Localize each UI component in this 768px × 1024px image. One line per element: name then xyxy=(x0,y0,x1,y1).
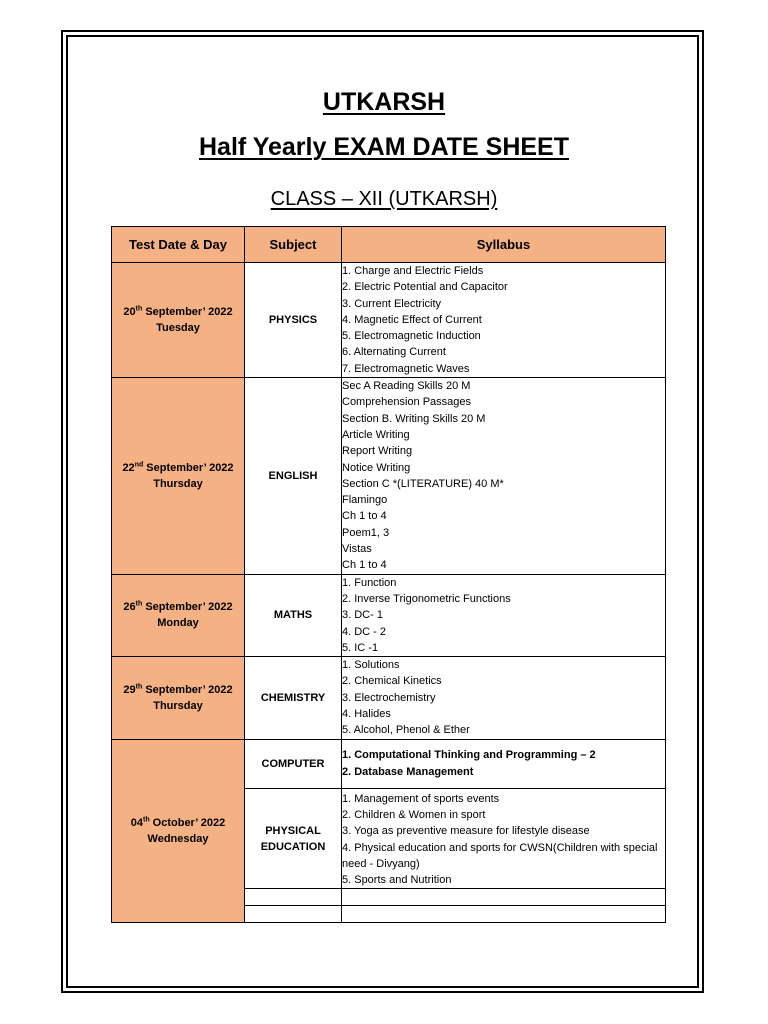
header-syllabus: Syllabus xyxy=(342,227,666,263)
day-name: Wednesday xyxy=(147,833,209,845)
subject-cell: COMPUTER xyxy=(245,739,342,788)
day-name: Thursday xyxy=(153,477,203,490)
header-test-date: Test Date & Day xyxy=(112,227,245,263)
day-name: Tuesday xyxy=(156,322,200,335)
day-name: Monday xyxy=(157,617,199,630)
syllabus-item: Section C *(LITERATURE) 40 M* xyxy=(342,477,504,490)
table-row xyxy=(112,574,666,656)
date-suffix: th xyxy=(135,683,143,691)
syllabus-item: Comprehension Passages xyxy=(342,396,472,409)
date-number: 22 xyxy=(122,461,135,474)
header-subject: Subject xyxy=(245,227,342,263)
date-cell xyxy=(112,657,245,739)
syllabus-item: Ch 1 to 4 xyxy=(342,510,387,523)
syllabus-item: 2. Chemical Kinetics xyxy=(342,675,442,688)
syllabus-item: 7. Electromagnetic Waves xyxy=(342,362,470,375)
syllabus-item: 5. Sports and Nutrition xyxy=(342,874,452,887)
syllabus-item: 4. Magnetic Effect of Current xyxy=(342,313,482,326)
syllabus-cell xyxy=(342,739,666,788)
syllabus-item: Article Writing xyxy=(342,428,410,441)
syllabus-item: 2. Children & Women in sport xyxy=(342,808,486,821)
syllabus-cell xyxy=(342,657,666,739)
date-suffix: th xyxy=(135,305,143,313)
date-cell xyxy=(112,574,245,656)
date-cell xyxy=(112,378,245,575)
syllabus-item: 5. Electromagnetic Induction xyxy=(342,330,481,343)
syllabus-item: 1. Charge and Electric Fields xyxy=(342,265,484,277)
subject-cell: PHYSICS xyxy=(245,263,342,378)
syllabus-item: Vistas xyxy=(342,543,372,556)
syllabus-item: Notice Writing xyxy=(342,461,411,474)
table-row xyxy=(112,378,666,575)
syllabus-item: Poem1, 3 xyxy=(342,526,390,539)
syllabus-item: 4. DC - 2 xyxy=(342,625,387,638)
syllabus-cell xyxy=(342,378,666,575)
syllabus-item: 3. Current Electricity xyxy=(342,297,442,310)
syllabus-item: Flamingo xyxy=(342,494,388,507)
subject-cell: CHEMISTRY xyxy=(245,657,342,739)
date-month-year: September’ 2022 xyxy=(143,461,234,474)
date-cell xyxy=(112,263,245,378)
syllabus-item: 5. Alcohol, Phenol & Ether xyxy=(342,724,470,737)
table-row xyxy=(112,739,666,788)
empty-cell xyxy=(342,906,666,923)
subject-line: EDUCATION xyxy=(260,840,326,853)
syllabus-item: 3. DC- 1 xyxy=(342,609,383,622)
syllabus-item: 1. Computational Thinking and Programming – 2 xyxy=(342,749,596,762)
syllabus-cell xyxy=(342,788,666,889)
syllabus-cell xyxy=(342,263,666,378)
subject-line: PHYSICAL xyxy=(265,824,321,837)
day-name: Thursday xyxy=(153,699,203,712)
subject-cell: MATHS xyxy=(245,574,342,656)
syllabus-item: Section B. Writing Skills 20 M xyxy=(342,412,486,425)
syllabus-item: 2. Database Management xyxy=(342,765,474,778)
syllabus-item: 4. Halides xyxy=(342,708,391,721)
date-suffix: th xyxy=(143,816,150,824)
syllabus-item: 5. IC -1 xyxy=(342,641,379,654)
date-suffix: nd xyxy=(134,461,144,469)
date-month-year: September’ 2022 xyxy=(142,601,233,614)
date-month-year: September’ 2022 xyxy=(142,683,233,696)
date-number: 04 xyxy=(130,817,143,829)
syllabus-item: Sec A Reading Skills 20 M xyxy=(342,380,471,393)
date-sheet-table xyxy=(111,226,666,923)
date-number: 29 xyxy=(123,683,136,696)
syllabus-item: 3. Yoga as preventive measure for lifestyle disease xyxy=(342,825,590,838)
subject-cell: ENGLISH xyxy=(245,378,342,575)
date-number: 20 xyxy=(123,306,136,319)
empty-cell xyxy=(245,906,342,923)
syllabus-item: 1. Function xyxy=(342,576,397,589)
syllabus-item: 2. Inverse Trigonometric Functions xyxy=(342,592,511,605)
syllabus-item: 6. Alternating Current xyxy=(342,346,446,359)
syllabus-item: Ch 1 to 4 xyxy=(342,559,387,572)
empty-cell xyxy=(342,889,666,906)
syllabus-item: 4. Physical education and sports for CWSN(Children with special need - Divyang) xyxy=(342,841,658,870)
table-row xyxy=(112,657,666,739)
syllabus-item: 1. Solutions xyxy=(342,659,400,672)
syllabus-item: 1. Management of sports events xyxy=(342,792,500,805)
syllabus-item: 2. Electric Potential and Capacitor xyxy=(342,281,508,294)
document-title: UTKARSH xyxy=(322,88,446,116)
date-month-year: October’ 2022 xyxy=(149,817,226,829)
date-month-year: September’ 2022 xyxy=(142,306,233,319)
syllabus-item: Report Writing xyxy=(342,445,413,458)
empty-cell xyxy=(245,889,342,906)
subject-cell xyxy=(245,788,342,889)
class-label: CLASS – XII (UTKARSH) xyxy=(270,188,498,210)
table-row xyxy=(112,263,666,378)
document-subtitle: Half Yearly EXAM DATE SHEET xyxy=(198,133,570,161)
date-number: 26 xyxy=(123,601,136,614)
date-cell xyxy=(112,739,245,923)
syllabus-cell xyxy=(342,574,666,656)
syllabus-item: 3. Electrochemistry xyxy=(342,691,436,704)
table-header-row xyxy=(112,227,666,263)
date-suffix: th xyxy=(135,600,143,608)
